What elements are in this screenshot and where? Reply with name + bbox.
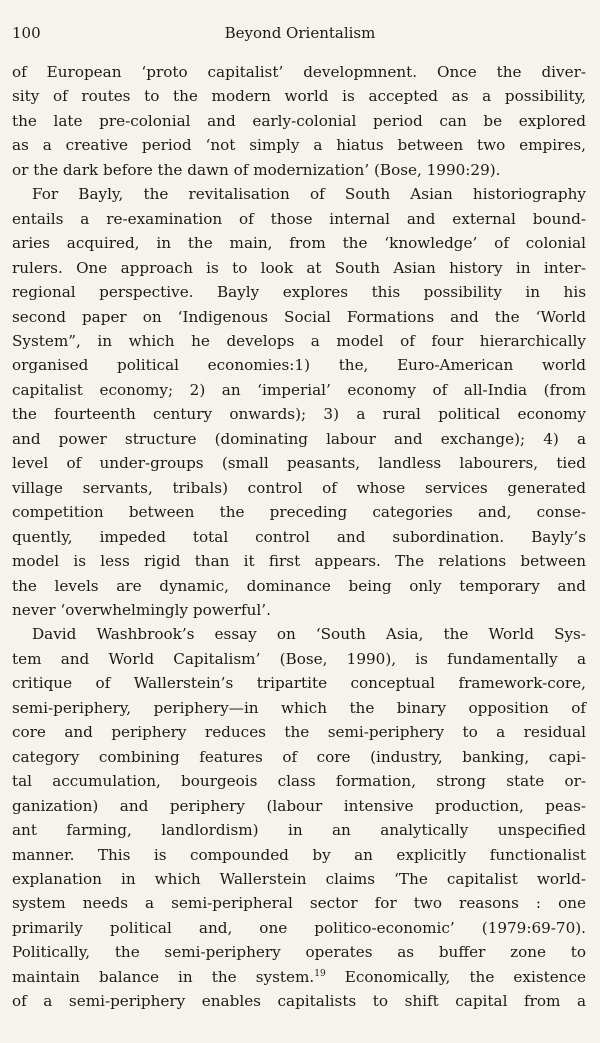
body-text: [12, 60, 586, 1014]
text-line: rulers. One approach is to look at South Asian history in inter-: [12, 258, 586, 277]
text-line: For Bayly, the revitalisation of South Asian historiography: [32, 185, 586, 204]
text-line: manner. This is compounded by an explicitly functionalist: [12, 845, 586, 864]
paragraph-3: [12, 622, 586, 1013]
text-line: System”, in which he develops a model of four hierarchically: [12, 331, 586, 350]
text-line: as a creative period ‘not simply a hiatus between two empires,: [12, 136, 586, 155]
text-line: Politically, the semi-periphery operates as buffer zone to: [12, 943, 586, 962]
text-line: second paper on ‘Indigenous Social Formations and the ‘World: [12, 307, 586, 326]
text-line: sity of routes to the modern world is accepted as a possibility,: [12, 87, 586, 106]
text-line: tem and World Capitalism’ (Bose, 1990), is fundamentally a: [12, 649, 586, 668]
text-line: of European ‘proto capitalist’ developmnent. Once the diver-: [12, 63, 586, 81]
text-line: quently, impeded total control and subordination. Bayly’s: [12, 527, 586, 546]
text-line-with-footnote: [12, 965, 586, 989]
text-line: competition between the preceding categories and, conse-: [12, 503, 586, 522]
text-line: ganization) and periphery (labour intensive production, peas-: [12, 796, 586, 815]
text-line: system needs a semi-peripheral sector for two reasons : one: [12, 894, 586, 913]
text-line: entails a re-examination of those internal and external bound-: [12, 209, 586, 228]
running-head: Beyond Orientalism: [224, 24, 376, 42]
text-line: critique of Wallerstein’s tripartite conceptual framework-core,: [12, 674, 586, 693]
text-line: the fourteenth century onwards); 3) a rural political economy: [12, 405, 586, 424]
text-line: and power structure (dominating labour and exchange); 4) a: [12, 429, 586, 448]
paragraph-2: [12, 182, 586, 622]
text-line: organised political economies:1) the, Euro-American world: [12, 356, 586, 375]
paragraph-1: [12, 60, 586, 182]
text-line: semi-periphery, periphery—in which the binary opposition of: [12, 698, 586, 717]
text-line: never ‘overwhelmingly powerful’.: [12, 600, 271, 619]
text-line: the late pre-colonial and early-colonial period can be explored: [12, 111, 586, 130]
text-line: explanation in which Wallerstein claims ‘The capitalist world-: [12, 869, 586, 888]
text-line: ant farming, landlordism) in an analytically unspecified: [12, 821, 586, 840]
text-segment: Economically, the existence: [325, 967, 586, 986]
page-header: [12, 24, 588, 46]
text-line: core and periphery reduces the semi-periphery to a residual: [12, 723, 586, 742]
text-line: category combining features of core (industry, banking, capi-: [12, 747, 586, 766]
text-line: the levels are dynamic, dominance being only temporary and: [12, 576, 586, 595]
text-segment: maintain balance in the system.: [12, 967, 315, 986]
text-line: David Washbrook’s essay on ‘South Asia, the World Sys-: [32, 625, 586, 644]
text-line: primarily political and, one politico-economic’ (1979:69-70).: [12, 918, 586, 937]
text-line: aries acquired, in the main, from the ‘knowledge’ of colonial: [12, 234, 586, 253]
text-line: level of under-groups (small peasants, landless labourers, tied: [12, 454, 586, 473]
text-line: regional perspective. Bayly explores this possibility in his: [12, 283, 586, 302]
footnote-marker[interactable]: 19: [314, 968, 326, 979]
page-number: 100: [12, 24, 41, 42]
text-line: model is less rigid than it first appears. The relations between: [12, 552, 586, 571]
text-line: of a semi-periphery enables capitalists to shift capital from a: [12, 992, 586, 1011]
text-line: tal accumulation, bourgeois class formation, strong state or-: [12, 772, 586, 791]
text-line: village servants, tribals) control of whose services generated: [12, 478, 586, 497]
text-line: or the dark before the dawn of modernization’ (Bose, 1990:29).: [12, 160, 501, 179]
text-line: capitalist economy; 2) an ‘imperial’ economy of all-India (from: [12, 380, 586, 399]
